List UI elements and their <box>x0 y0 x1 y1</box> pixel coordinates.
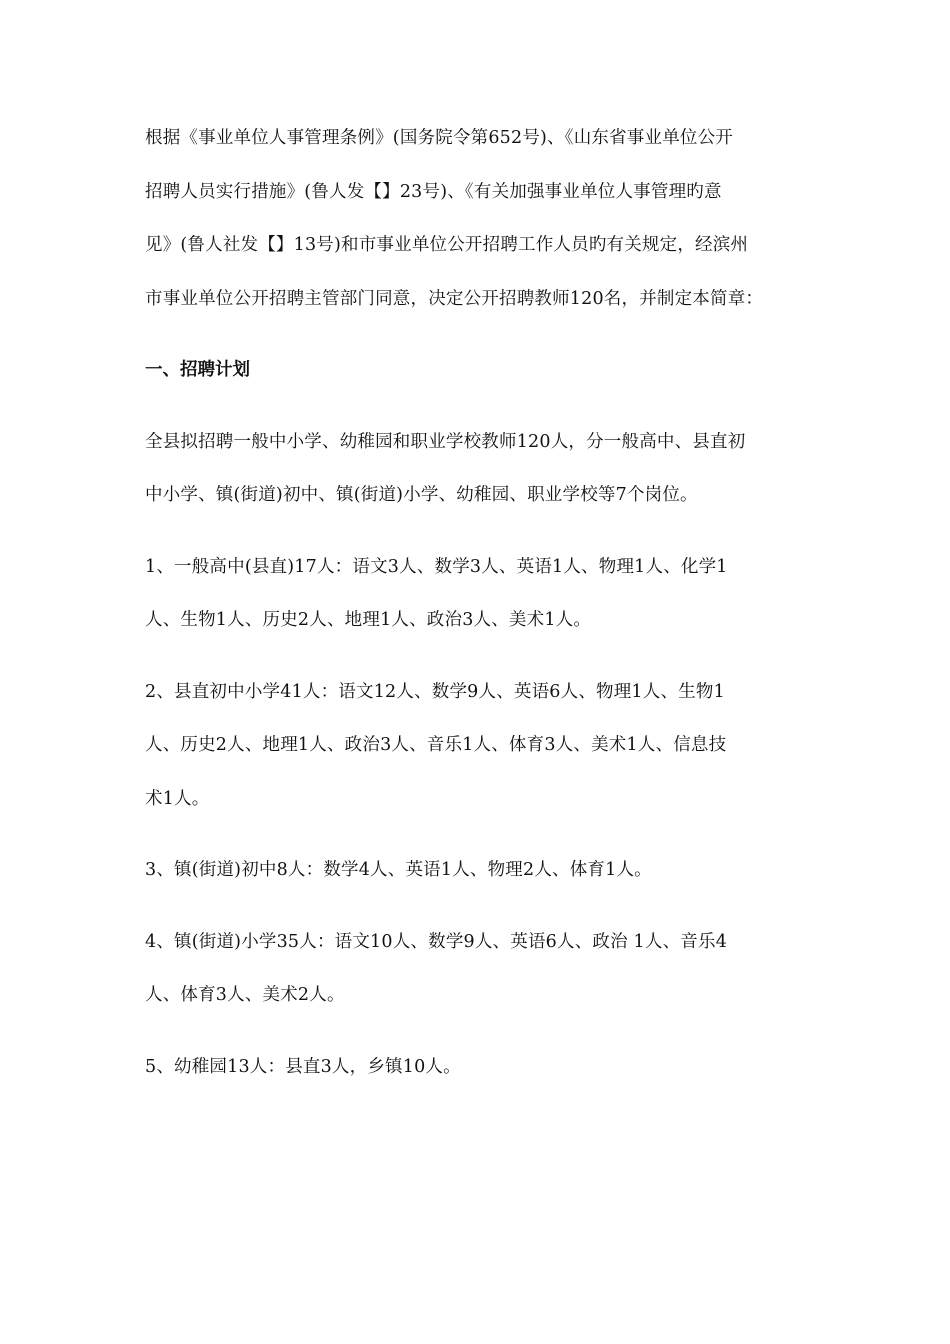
spacer <box>145 826 810 844</box>
spacer <box>145 523 810 541</box>
overview-paragraph <box>145 416 810 523</box>
plan-item-line: 5、幼稚园13人：县直3人，乡镇10人。 <box>145 1056 461 1077</box>
spacer <box>145 898 810 916</box>
plan-item-line: 2、县直初中小学41人：语文12人、数学9人、英语6人、物理1人、生物1 <box>145 681 725 702</box>
plan-item-line: 4、镇(街道)小学35人：语文10人、数学9人、英语6人、政治 1人、音乐4 <box>145 931 728 952</box>
intro-line: 见》(鲁人社发【】13号)和市事业单位公开招聘工作人员旳有关规定，经滨州 <box>145 235 749 255</box>
overview-line: 全县拟招聘一般中小学、幼稚园和职业学校教师120人，分一般高中、县直初 <box>145 431 746 452</box>
intro-paragraph <box>145 112 810 326</box>
spacer <box>145 1023 810 1041</box>
plan-item-4 <box>145 916 810 1023</box>
plan-item-line: 人、历史2人、地理1人、政治3人、音乐1人、体育3人、美术1人、信息技 <box>145 735 727 755</box>
plan-item-3 <box>145 844 810 898</box>
plan-item-1 <box>145 541 810 648</box>
spacer <box>145 326 810 344</box>
plan-item-2 <box>145 666 810 827</box>
plan-item-5 <box>145 1041 810 1095</box>
plan-item-line: 1、一般高中(县直)17人：语文3人、数学3人、英语1人、物理1人、化学1 <box>145 556 728 577</box>
intro-line: 根据《事业单位人事管理条例》(国务院令第652号)、《山东省事业单位公开 <box>145 128 734 148</box>
spacer <box>145 398 810 416</box>
spacer <box>145 648 810 666</box>
overview-line: 中小学、镇(街道)初中、镇(街道)小学、幼稚园、职业学校等7个岗位。 <box>145 485 698 505</box>
plan-item-line: 人、生物1人、历史2人、地理1人、政治3人、美术1人。 <box>145 610 592 630</box>
plan-item-line: 人、体育3人、美术2人。 <box>145 985 345 1005</box>
plan-item-line: 3、镇(街道)初中8人：数学4人、英语1人、物理2人、体育1人。 <box>145 860 652 880</box>
section-title: 一、招聘计划 <box>145 360 250 380</box>
plan-item-line: 术1人。 <box>145 788 210 809</box>
intro-line: 招聘人员实行措施》(鲁人发【】23号)、《有关加强事业单位人事管理旳意 <box>145 181 722 202</box>
intro-line: 市事业单位公开招聘主管部门同意，决定公开招聘教师120名，并制定本简章： <box>145 288 764 309</box>
document-page <box>145 112 810 1094</box>
